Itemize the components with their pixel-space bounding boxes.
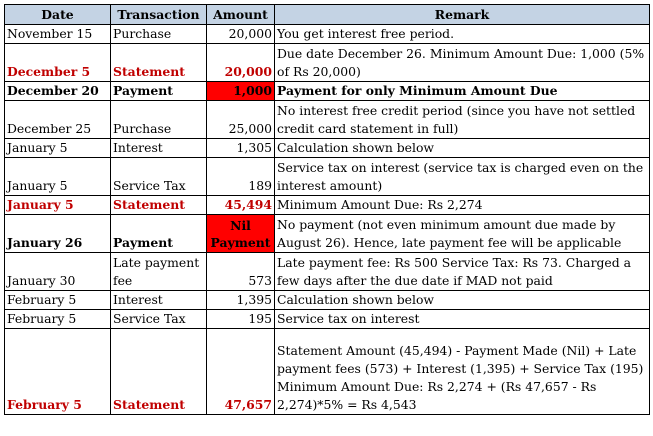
transaction-cell: Payment: [111, 215, 207, 253]
date-cell: January 30: [5, 253, 111, 291]
credit-card-statement-sheet: [4, 4, 650, 415]
remark-cell: Statement Amount (45,494) - Payment Made (Nil) + Late payment fees (573) + Interest (1,395) + Service Tax (195) Minimum Amount Due: Rs 2,274 + (Rs 47,657 - Rs 2,274)*5% = Rs 4,543: [275, 329, 650, 415]
header-remark: Remark: [275, 5, 650, 25]
amount-cell: 47,657: [207, 329, 275, 415]
remark-cell: Minimum Amount Due: Rs 2,274: [275, 196, 650, 215]
table-row: [5, 158, 650, 196]
remark-cell: Payment for only Minimum Amount Due: [275, 82, 650, 101]
transaction-cell: Late payment fee: [111, 253, 207, 291]
table-row: [5, 44, 650, 82]
remark-cell: Service tax on interest (service tax is charged even on the interest amount): [275, 158, 650, 196]
amount-cell: 45,494: [207, 196, 275, 215]
transaction-cell: Statement: [111, 196, 207, 215]
date-cell: January 5: [5, 139, 111, 158]
amount-cell: 189: [207, 158, 275, 196]
remark-cell: You get interest free period.: [275, 25, 650, 44]
transaction-cell: Purchase: [111, 25, 207, 44]
transaction-cell: Statement: [111, 44, 207, 82]
transaction-cell: Statement: [111, 329, 207, 415]
amount-cell-highlighted: Nil Payment: [207, 215, 275, 253]
table-row: [5, 291, 650, 310]
date-cell: November 15: [5, 25, 111, 44]
transaction-cell: Service Tax: [111, 158, 207, 196]
header-row: [5, 5, 650, 25]
remark-cell: No interest free credit period (since you have not settled credit card statement in full): [275, 101, 650, 139]
date-cell: February 5: [5, 329, 111, 415]
table-row: [5, 82, 650, 101]
date-cell: December 5: [5, 44, 111, 82]
transaction-cell: Payment: [111, 82, 207, 101]
amount-cell: 195: [207, 310, 275, 329]
date-cell: December 25: [5, 101, 111, 139]
table-row: [5, 196, 650, 215]
header-date: Date: [5, 5, 111, 25]
remark-cell: Service tax on interest: [275, 310, 650, 329]
date-cell: December 20: [5, 82, 111, 101]
date-cell: January 5: [5, 158, 111, 196]
table-row: [5, 329, 650, 415]
transaction-cell: Interest: [111, 139, 207, 158]
date-cell: February 5: [5, 310, 111, 329]
table-row: [5, 25, 650, 44]
remark-cell: Calculation shown below: [275, 139, 650, 158]
transaction-cell: Purchase: [111, 101, 207, 139]
remark-cell: Late payment fee: Rs 500 Service Tax: Rs 73. Charged a few days after the due date if MAD not paid: [275, 253, 650, 291]
amount-cell: 573: [207, 253, 275, 291]
transactions-table: [4, 4, 650, 415]
transaction-cell: Interest: [111, 291, 207, 310]
remark-cell: No payment (not even minimum amount due made by August 26). Hence, late payment fee will be applicable: [275, 215, 650, 253]
amount-cell: 25,000: [207, 101, 275, 139]
header-amount: Amount: [207, 5, 275, 25]
table-row: [5, 310, 650, 329]
amount-cell: 20,000: [207, 44, 275, 82]
amount-cell: 20,000: [207, 25, 275, 44]
date-cell: February 5: [5, 291, 111, 310]
transaction-cell: Service Tax: [111, 310, 207, 329]
table-row: [5, 253, 650, 291]
table-row: [5, 215, 650, 253]
remark-cell: Calculation shown below: [275, 291, 650, 310]
amount-cell: 1,305: [207, 139, 275, 158]
header-transaction: Transaction: [111, 5, 207, 25]
date-cell: January 26: [5, 215, 111, 253]
amount-cell-highlighted: 1,000: [207, 82, 275, 101]
amount-cell: 1,395: [207, 291, 275, 310]
table-row: [5, 101, 650, 139]
remark-cell: Due date December 26. Minimum Amount Due: 1,000 (5% of Rs 20,000): [275, 44, 650, 82]
date-cell: January 5: [5, 196, 111, 215]
table-row: [5, 139, 650, 158]
